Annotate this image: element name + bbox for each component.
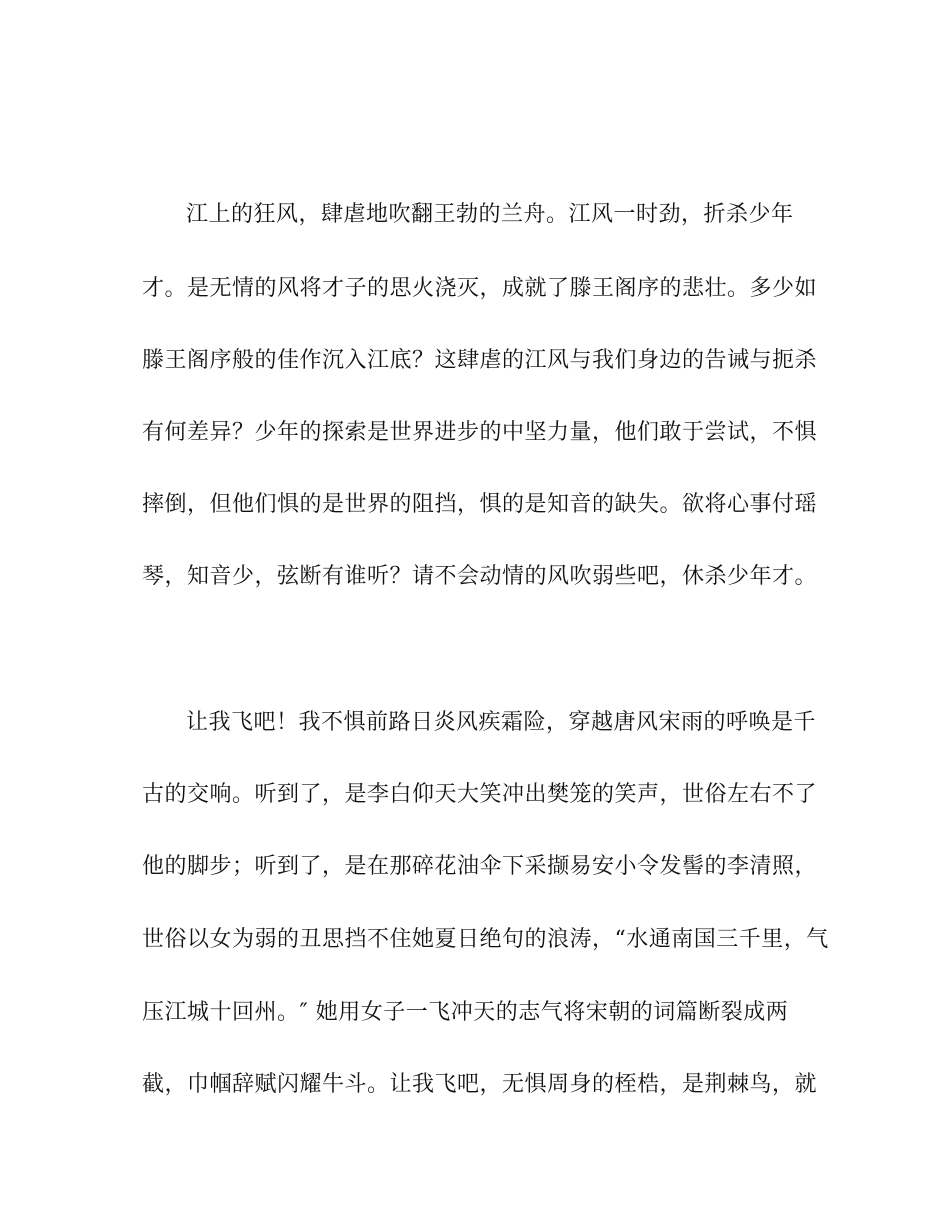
text-line: 摔倒，但他们惧的是世界的阻挡，惧的是知音的缺失。欲将心事付瑶 (142, 492, 818, 517)
text-line: 琴，知音少，弦断有谁听？请不会动情的风吹弱些吧，休杀少年才。 (142, 564, 818, 589)
text-line: 世俗以女为弱的丑思挡不住她夏日绝句的浪涛，“水通南国三千里，气 (142, 927, 829, 952)
text-line: 压江城十回州。″ 她用女子一飞冲天的志气将宋朝的词篇断裂成两 (142, 1000, 789, 1025)
text-line: 让我飞吧！我不惧前路日炎风疾霜险，穿越唐风宋雨的呼唤是千 (186, 710, 817, 735)
text-line: 滕王阁序般的佳作沉入江底？这肆虐的江风与我们身边的告诫与扼杀 (142, 348, 818, 373)
text-line: 截，巾帼辞赋闪耀牛斗。让我飞吧，无惧周身的桎梏，是荆棘鸟，就 (142, 1072, 818, 1097)
text-line: 他的脚步；听到了，是在那碎花油伞下采撷易安小令发髻的李清照， (142, 854, 818, 879)
text-line: 古的交响。听到了，是李白仰天大笑冲出樊笼的笑声，世俗左右不了 (142, 782, 818, 807)
text-line: 有何差异？少年的探索是世界进步的中坚力量，他们敢于尝试，不惧 (142, 420, 818, 445)
text-line: 江上的狂风，肆虐地吹翻王勃的兰舟。江风一时劲，折杀少年 (186, 202, 794, 227)
text-line: 才。是无情的风将才子的思火浇灭，成就了滕王阁序的悲壮。多少如 (142, 276, 818, 301)
